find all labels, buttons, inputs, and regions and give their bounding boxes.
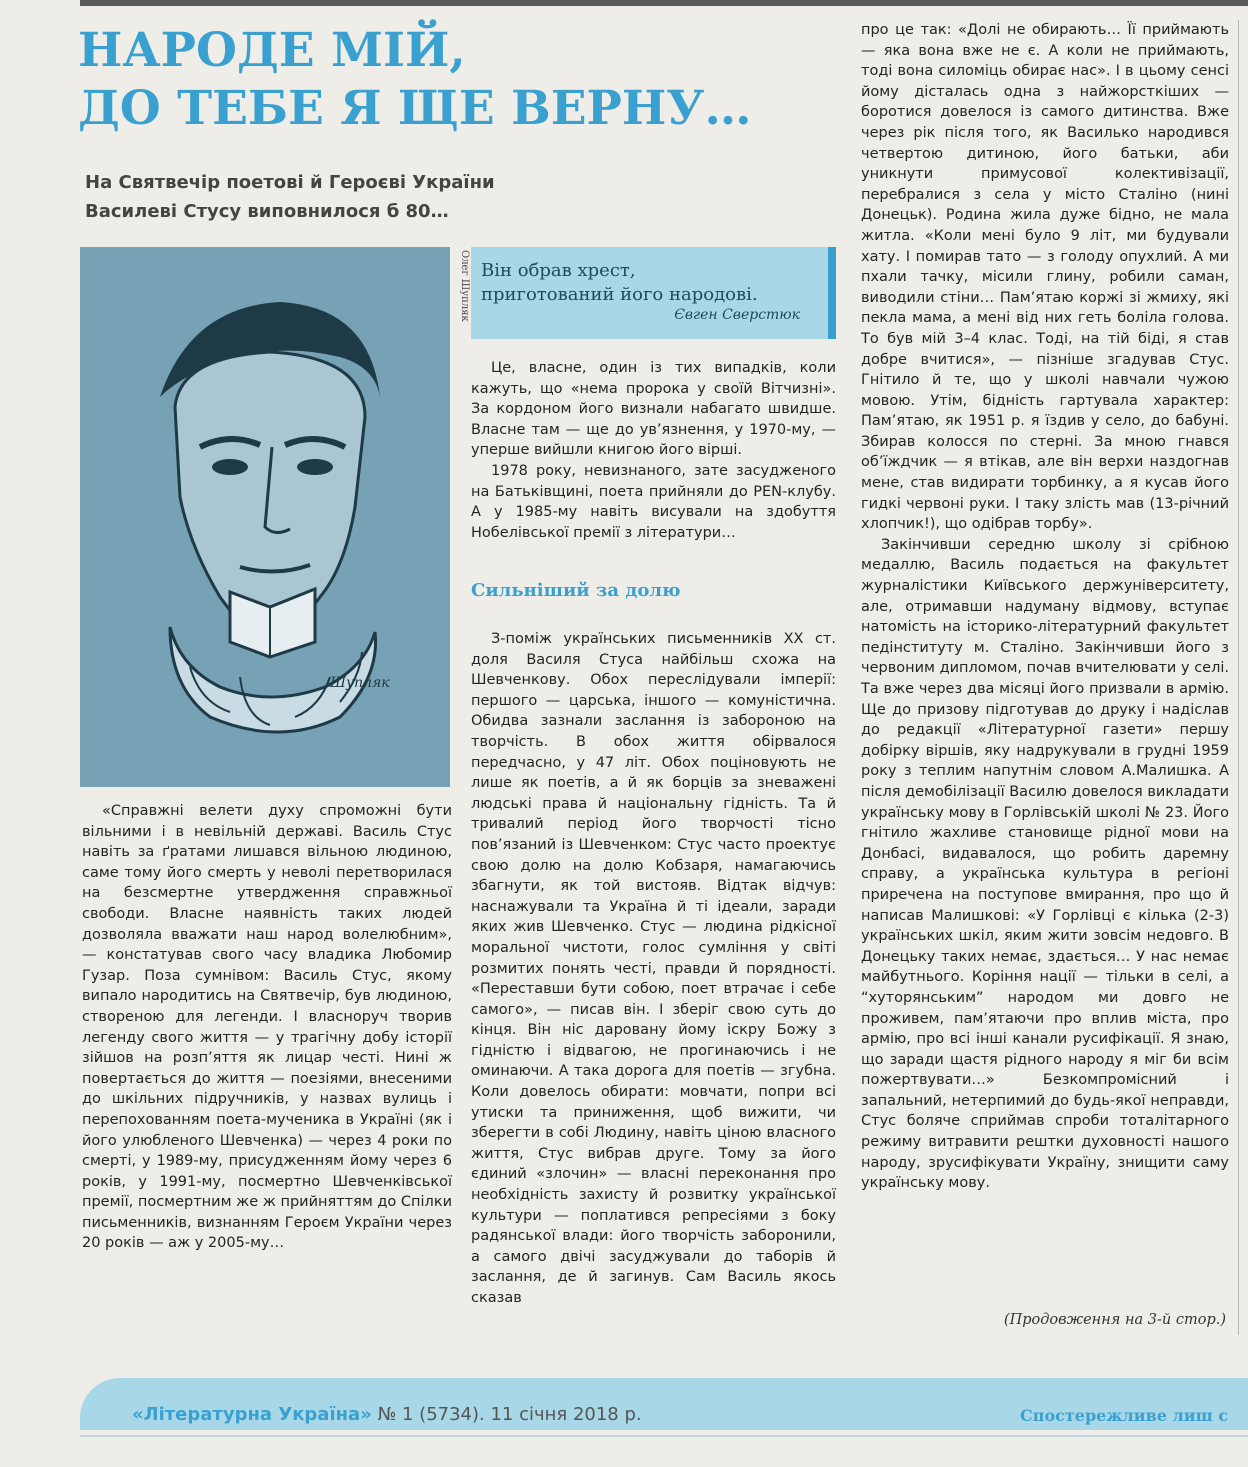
next-article-title: Спостережливе лиш с [1020, 1406, 1229, 1425]
footer-line [80, 1435, 1248, 1437]
paragraph: З-поміж українських письменників ХХ ст. доля Василя Стуса найбільш схожа на Шевченкову. Обох переслідували імперії: першого — царська, іншого — комуністична. Обидва зазнали заслання із забороною на творчість. В обох життя обірвалося передчасно, у 47 літ. Обох поціновують не лише як поетів, а й як борців за зневажені людські права й національну гідність. Та й тривалий період його творчості тісно пов’язаний із Шевченком: Стус часто проектує свою долю на долю Кобзаря, намагаючись збагнути, як той вистояв. Відтак відчув: наснажували та Україна й ті ідеали, заради яких жив Шевченко. Стус — людина рідкісної моральної чистоти, голос сумління у світі розмитих понять честі, правди й порядності. «Переставши бути собою, поет втрачає і себе самого», — писав він. І зберіг свою суть до кінця. Він ніс даровану йому іскру Божу з гідністю і відвагою, не прогинаючись і не оминаючи. А така дорога для поетів — згубна. Коли довелось обирати: мовчати, попри всі утиски та приниження, щоб вижити, чи зберегти в собі Людину, навіть ціною власного життя, Стус вибрав друге. Тому за його єдиний «злочин» — власні переконання про необхідність захисту й розвитку української культури — поплатився репресіями з боку радянської влади: його творчість заборонили, а самого двічі засуджували до таборів й заслання, де й загинув. Сам Василь якось сказав [471, 631, 836, 1306]
subhead-line2: Василеві Стусу виповнилося б 80… [85, 201, 449, 222]
subheadline [85, 168, 545, 226]
epigraph-author: Євген Сверстюк [674, 307, 800, 323]
column-b-intro [471, 358, 836, 543]
paragraph: про це так: «Долі не обирають… Її приймають — яка вона вже не є. А коли не приймають, тоді вона силоміць обирає нас». І в цьому сенсі йому дісталась одна з найжорсткіших — боротися довелося із самого дитинства. Вже через рік після того, як Василько народився четвертою дитиною, його батьки, аби уникнути примусової колективізації, перебралися з села у місто Сталіно (нині Донецьк). Родина жила дуже бідно, не мала житла. «Коли мені було 9 літ, ми будували хату. І помирав тато — з голоду опухлий. А ми пхали тачку, місили глину, робили саман, виводили стіни… Пам’ятаю коржі зі жмиху, які пекла мама, а мені від них геть боліла голова. То був мій 3–4 клас. Тоді, на тій біді, я став добре вчитися», — пізніше згадував Стус. Гнітило й те, що у школі навчали чужою мовою. Утім, бідність гартувала характер: Пам’ятаю, як 1951 р. я їздив у село, до бабуні. Збирав колосся по стерні. За мною гнався об’їждчик — я втікав, але він верхи наздогнав мене, став видирати торбинку, а я кусав його гидкі червоні руки. І таку злість мав (13-річний хлопчик!), що одібрав торбу». [861, 22, 1229, 533]
section-title: Сильніший за долю [471, 580, 681, 601]
paragraph: «Справжні велети духу спроможні бути вільними і в невільній державі. Василь Стус навіть за ґратами лишався вільною людиною, саме тому його смерть у неволі перетворилася на безсмертне утвердження справжньої свободи. Власне наявність таких людей дозволяла вважати наш народ волелюбним», — констатував свого часу владика Любомир Гузар. Поза сумнівом: Василь Стус, якому випало народитись на Святвечір, був людиною, створеною для легенди. І власноруч творив легенду свого життя — у трагічну добу історії зійшов на розп’яття як лицар честі. Нині ж повертається до життя — поезіями, внесеними до шкільних підручників, у назвах вулиць і перепохованням поета-мученика в Україні (як і його улюбленого Шевченка) — через 4 роки по смерті, у 1989-му, присудженням йому через 6 років, у 1991-му, посмертно Шевченківської премії, посмертним же ж прийняттям до Спілки письменників, визнанням Героєм України через 20 років — аж у 2005-му… [82, 803, 452, 1252]
epigraph-line2: приготований його народові. [481, 284, 758, 305]
column-rule [1238, 20, 1239, 1335]
column-c [861, 20, 1229, 1194]
epigraph-box [471, 247, 836, 339]
portrait-drawing [80, 247, 450, 787]
subhead-line1: На Святвечір поетові й Героєві України [85, 172, 495, 193]
portrait-signature: Шупляк [330, 675, 390, 691]
headline [78, 22, 858, 138]
illustration-credit: Олег Шупляк [459, 250, 470, 322]
paragraph: Закінчивши середню школу зі срібною медаллю, Василь подається на факультет журналістики Київського держуніверситету, але, отримавши надуману відмову, вступає натомість на історико-літературний факультет педінституту м. Сталіно. Закінчивши його з червоним дипломом, почав вчителювати у селі. Та вже через два місяці його призвали в армію. Ще до призову підготував до друку і надіслав до редакції «Літературної газети» першу добірку віршів, яку надрукували в грудні 1959 року з теплим напутнім словом А.Малишка. А після демобілізації Василю довелося викладати українську мову в Горлівській школі № 23. Його гнітило жахливе становище рідної мови на Донбасі, видавалося, що робить даремну справу, а українська культура в регіоні приречена на поступове вмирання, про що й написав Малишкові: «У Горлівці є кілька (2-3) українських шкіл, яким жити зовсім недовго. В Донецьку таких немає, здається… У нас немає майбутнього. Коріння нації — тільки в селі, а “хуторянським” народом ми довго не проживем, пам’ятаючи про вплив міста, про армію, про всі інші канали русифікації. Я знаю, що заради щастя рідного народу я міг би всім пожертвувати…» Безкомпромісний і запальний, нетерпимий до будь-якої неправди, Стус боляче сприймав спроби тоталітарного режиму витравити рештки духовності нашого народу, зрусифікувати Україну, знищити саму українську мову. [861, 536, 1230, 1192]
issue-info: № 1 (5734). 11 січня 2018 р. [377, 1404, 642, 1425]
footer-publication [132, 1404, 642, 1425]
portrait-illustration [80, 247, 450, 787]
headline-line1: НАРОДЕ МІЙ, [78, 23, 466, 78]
publication-name: «Літературна Україна» [132, 1404, 372, 1425]
paragraph: Це, власне, один із тих випадків, коли кажуть, що «нема пророка у своїй Вітчизні». За кордоном його визнали набагато швидше. Власне там — ще до ув’язнення, у 1970-му, — уперше вийшли книгою його вірші. [471, 360, 836, 459]
epigraph-line1: Він обрав хрест, [481, 260, 636, 281]
top-bar [80, 0, 1248, 6]
paragraph: 1978 року, невизнаного, зате засудженого на Батьківщині, поета прийняли до PEN-клубу. А у 1985-му навіть висували на здобуття Нобелівської премії з літератури… [471, 462, 836, 541]
continuation-note: (Продовження на 3-й стор.) [1003, 1312, 1226, 1328]
column-a [82, 801, 452, 1254]
headline-line2: ДО ТЕБЕ Я ЩЕ ВЕРНУ… [78, 81, 752, 136]
column-b-main [471, 629, 836, 1309]
